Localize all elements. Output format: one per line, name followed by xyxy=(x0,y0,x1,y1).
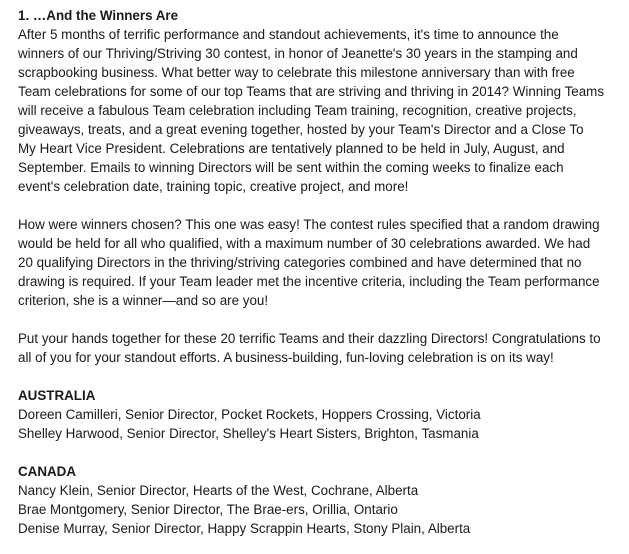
congratulations-paragraph: Put your hands together for these 20 terrific Teams and their dazzling Directors! Congratulations to all of you for your standout efforts. A business-building, fun-loving celebration is on its way! xyxy=(18,331,601,365)
article-heading: 1. …And the Winners Are xyxy=(18,8,179,23)
region-canada xyxy=(18,462,611,538)
selection-paragraph: How were winners chosen? This one was easy! The contest rules specified that a random drawing would be held for all who qualified, with a maximum number of 30 celebrations awarded. We had 20 qualifying Directors in the thriving/striving categories combined and have determined that no drawing is required. If your Team leader met the incentive criteria, including the Team performance criterion, she is a winner—and so are you! xyxy=(18,217,600,308)
winner-entry: Nancy Klein, Senior Director, Hearts of the West, Cochrane, Alberta xyxy=(18,483,419,498)
winner-entry: Denise Murray, Senior Director, Happy Scrappin Hearts, Stony Plain, Alberta xyxy=(18,521,471,536)
intro-paragraph: After 5 months of terrific performance and standout achievements, it's time to announce the winners of our Thriving/Striving 30 contest, in honor of Jeanette's 30 years in the stamping and scrapbooking business. What better way to celebrate this milestone anniversary than with free Team celebrations for some of our top Teams that are striving and thriving in 2014? Winning Teams will receive a fabulous Team celebration including Team training, recognition, creative projects, giveaways, treats, and a great evening together, hosted by your Team's Director and a Close To My Heart Vice President. Celebrations are tentatively planned to be held in July, August, and September. Emails to winning Directors will be sent within the coming weeks to finalize each event's celebration date, training topic, creative project, and more! xyxy=(18,27,605,194)
region-heading: CANADA xyxy=(18,464,77,479)
region-heading: AUSTRALIA xyxy=(18,388,96,403)
winner-entry: Shelley Harwood, Senior Director, Shelley's Heart Sisters, Brighton, Tasmania xyxy=(18,426,479,441)
region-australia xyxy=(18,386,611,443)
winner-entry: Brae Montgomery, Senior Director, The Brae-ers, Orillia, Ontario xyxy=(18,502,398,517)
winner-entry: Doreen Camilleri, Senior Director, Pocket Rockets, Hoppers Crossing, Victoria xyxy=(18,407,481,422)
